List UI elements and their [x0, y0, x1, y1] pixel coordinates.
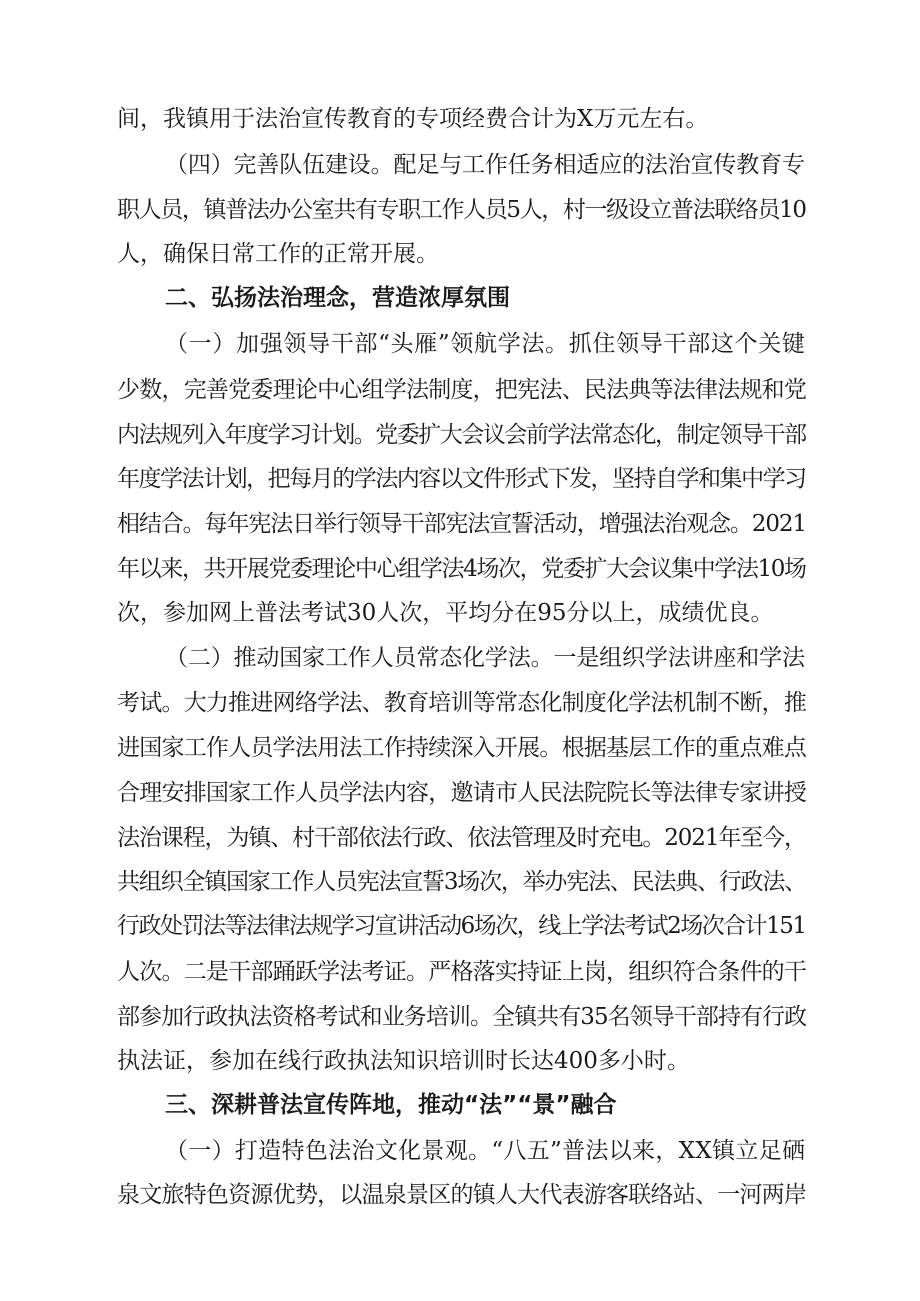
text-line — [0, 1039, 920, 1083]
line-text: （一）加强领导干部“头雁”领航学法。抓住领导干部这个关键 — [165, 331, 806, 357]
line-text: 进国家工作人员学法用法工作持续深入开展。根据基层工作的重点难点 — [117, 735, 807, 761]
line-text: 考试。大力推进网络学法、教育培训等常态化制度化学法机制不断，推 — [117, 690, 807, 716]
section-heading — [0, 1083, 920, 1127]
text-line — [0, 950, 920, 994]
line-text: 职人员，镇普法办公室共有专职工作人员5人，村一级设立普法联络员10 — [117, 197, 806, 223]
line-text: 相结合。每年宪法日举行领导干部宪法宣誓活动，增强法治观念。2021 — [117, 511, 806, 537]
line-text: 内法规列入年度学习计划。党委扩大会议会前学法常态化，制定领导干部 — [117, 422, 806, 448]
line-text: 人，确保日常工作的正常开展。 — [117, 241, 439, 267]
text-line — [0, 771, 920, 815]
line-text: 年度学法计划，把每月的学法内容以文件形式下发，坚持自学和集中学习 — [117, 466, 806, 492]
text-line — [0, 97, 920, 141]
line-text: （四）完善队伍建设。配足与工作任务相适应的法治宣传教育专 — [165, 152, 805, 178]
text-line — [0, 591, 920, 635]
heading-text: 二、弘扬法治理念，营造浓厚氛围 — [165, 285, 510, 311]
line-text: 少数，完善党委理论中心组学法制度，把宪法、民法典等法律法规和党 — [117, 377, 807, 403]
line-text: 执法证，参加在线行政执法知识培训时长达400多小时。 — [117, 1048, 690, 1074]
line-text: 泉文旅特色资源优势，以温泉景区的镇人大代表游客联络站、一河两岸 — [117, 1182, 807, 1208]
text-line — [0, 995, 920, 1039]
text-line — [0, 1173, 920, 1217]
text-line — [0, 188, 920, 232]
heading-text: 三、深耕普法宣传阵地，推动“法”“景”融合 — [165, 1092, 617, 1118]
text-line — [0, 457, 920, 501]
text-line — [0, 904, 920, 948]
line-text: 人次。二是干部踊跃学法考证。严格落实持证上岗，组织符合条件的干 — [117, 959, 807, 985]
line-text: 法治课程，为镇、村干部依法行政、依法管理及时充电。2021年至今， — [117, 825, 806, 851]
line-text: 间，我镇用于法治宣传教育的专项经费合计为X万元左右。 — [117, 106, 709, 132]
text-line — [0, 1129, 920, 1173]
text-line — [0, 322, 920, 366]
text-line — [0, 547, 920, 591]
text-line — [0, 502, 920, 546]
line-text: 合理安排国家工作人员学法内容，邀请市人民法院院长等法律专家讲授 — [117, 780, 807, 806]
text-line — [0, 726, 920, 770]
text-line — [0, 816, 920, 860]
text-line — [0, 681, 920, 725]
line-text: 部参加行政执法资格考试和业务培训。全镇共有35名领导干部持有行政 — [117, 1004, 807, 1030]
line-text: 共组织全镇国家工作人员宪法宣誓3场次，举办宪法、民法典、行政法、 — [117, 869, 806, 895]
section-heading — [0, 276, 920, 320]
line-text: 次，参加网上普法考试30人次，平均分在95分以上，成绩优良。 — [117, 600, 774, 626]
line-text: （二）推动国家工作人员常态化学法。一是组织学法讲座和学法 — [165, 645, 805, 671]
text-line — [0, 413, 920, 457]
text-line — [0, 368, 920, 412]
text-line — [0, 636, 920, 680]
text-line — [0, 232, 920, 276]
text-line — [0, 860, 920, 904]
line-text: 行政处罚法等法律法规学习宣讲活动6场次，线上学法考试2场次合计151 — [117, 913, 806, 939]
line-text: （一）打造特色法治文化景观。“八五”普法以来，XX镇立足硒 — [165, 1138, 806, 1164]
line-text: 年以来，共开展党委理论中心组学法4场次，党委扩大会议集中学法10场 — [117, 556, 806, 582]
text-line — [0, 143, 920, 187]
